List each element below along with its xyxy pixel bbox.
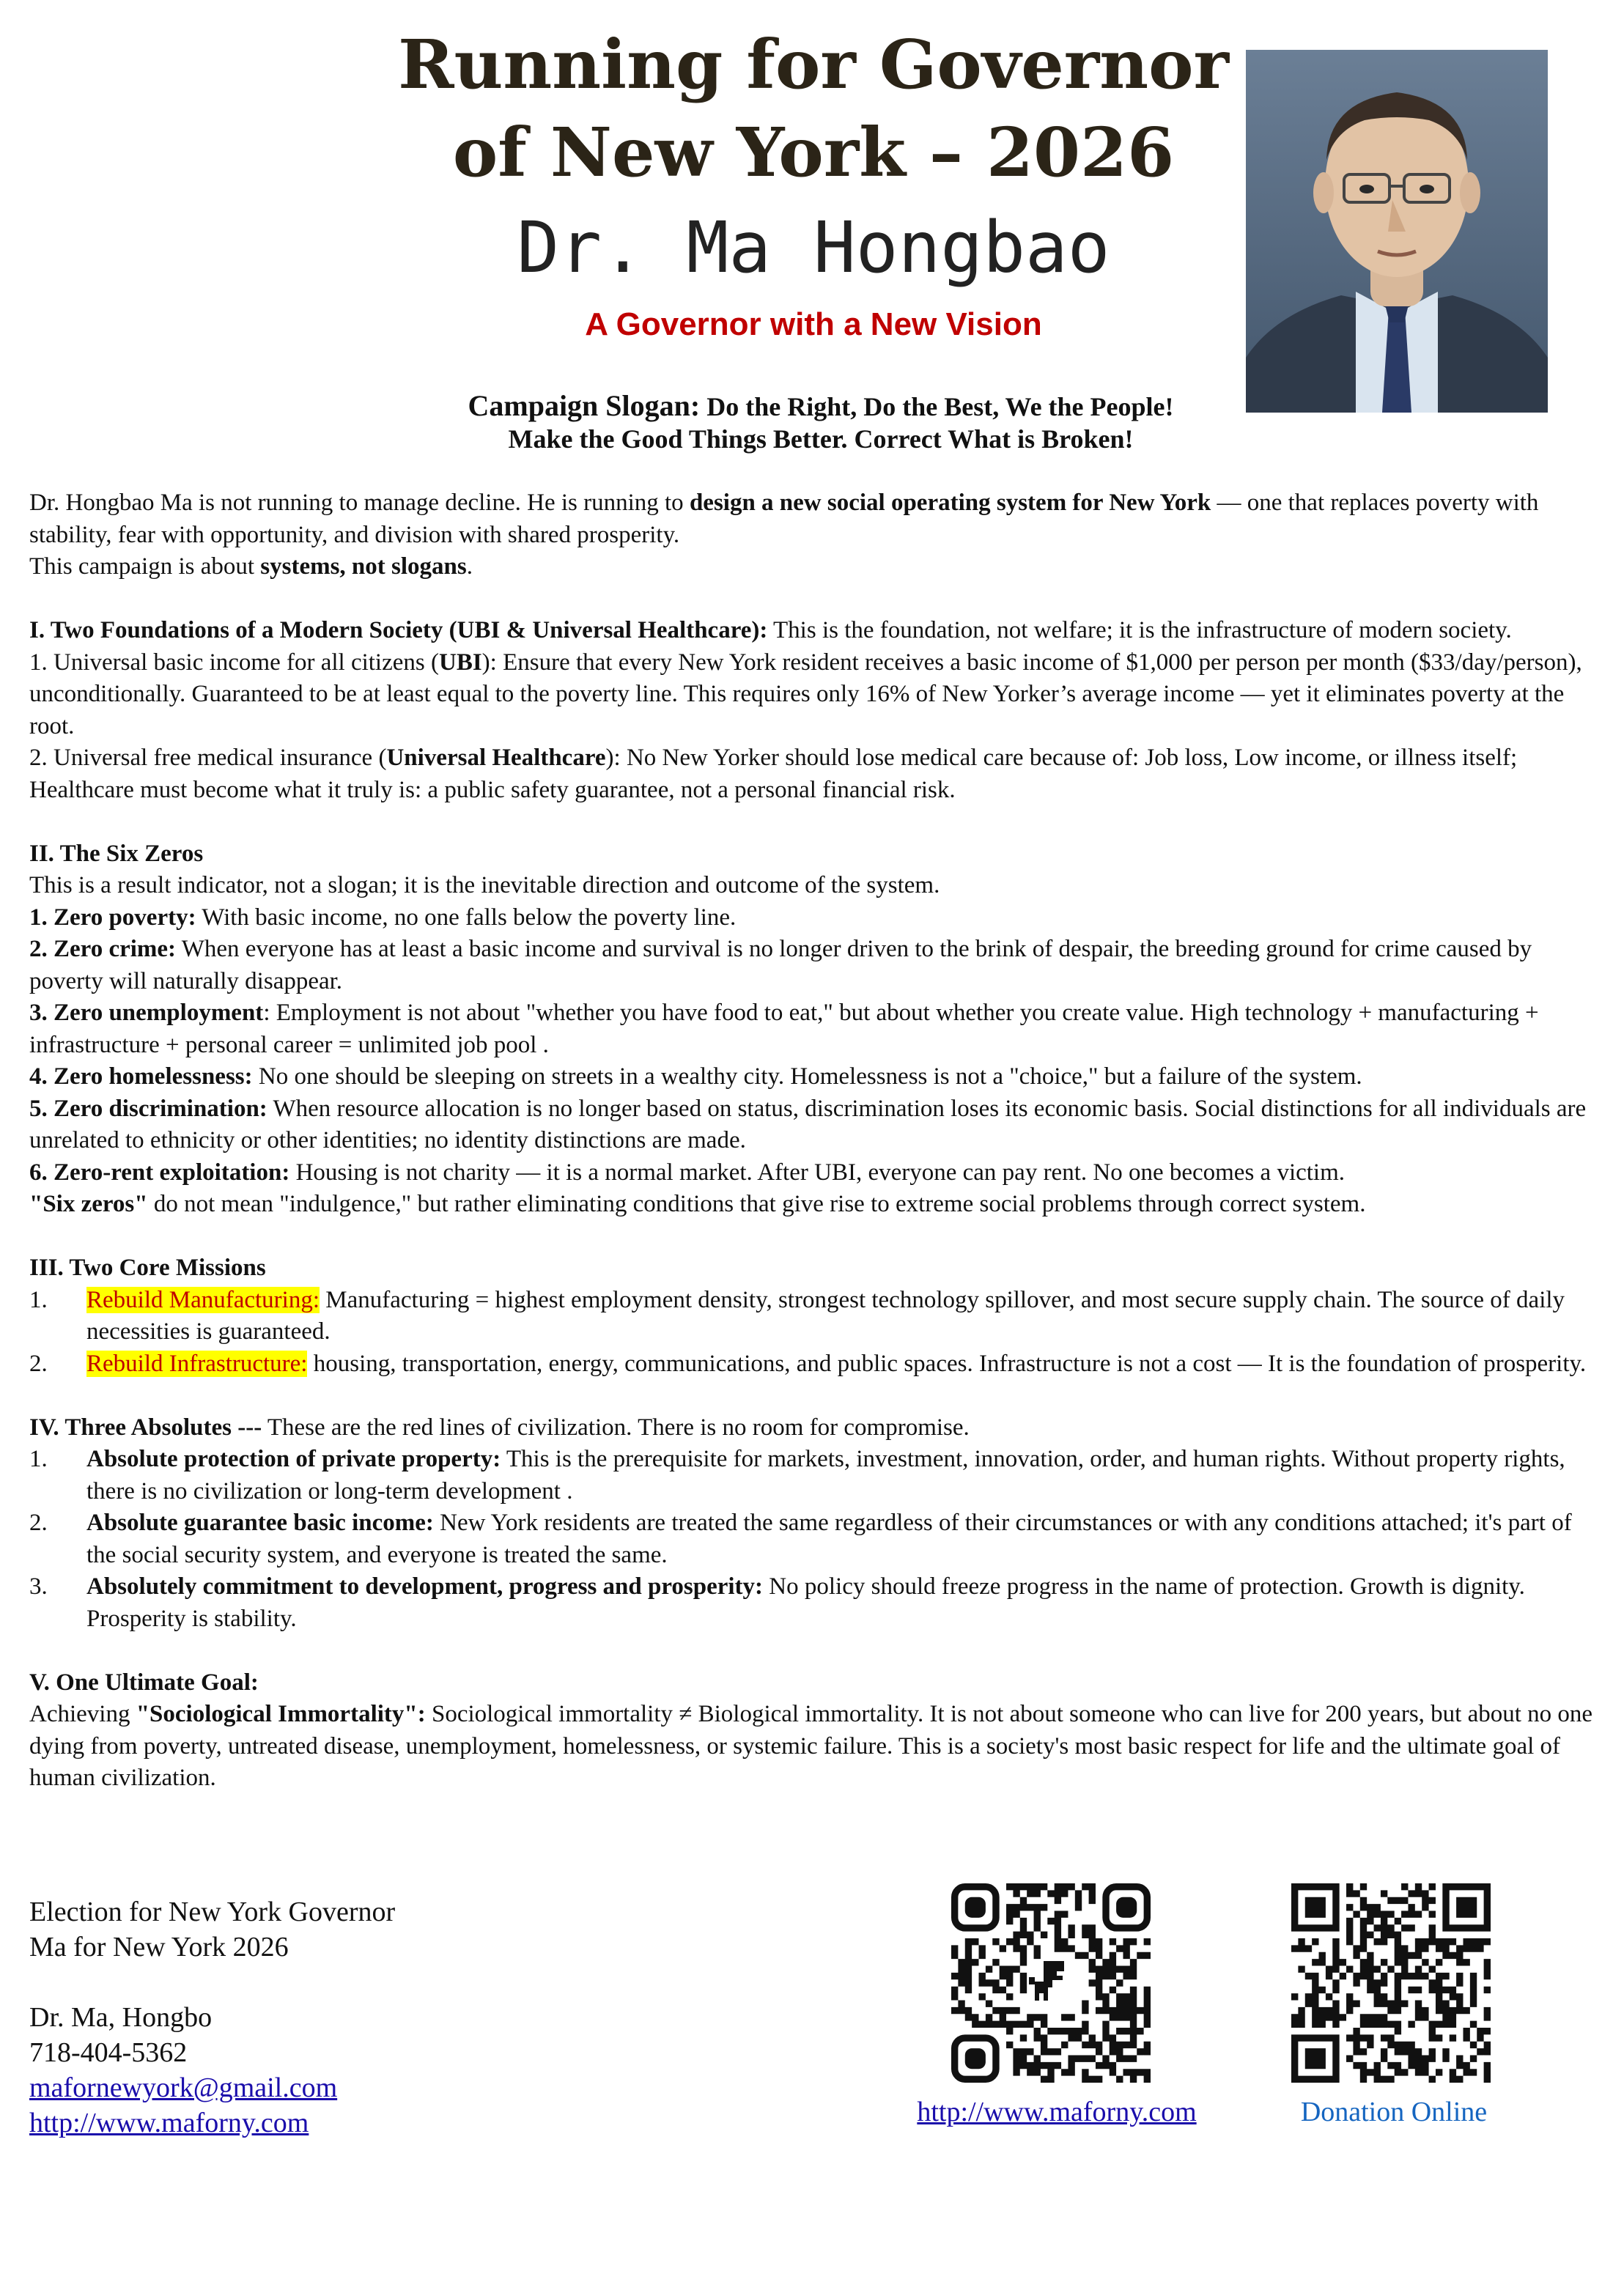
contact-phone: 718-404-5362 xyxy=(29,2037,188,2068)
item-text: housing, transportation, energy, communications, and public spaces. Infrastructure is not a cost — It is the foundation of prosperity. xyxy=(307,1350,1587,1377)
website-qr-code[interactable] xyxy=(951,1883,1151,2083)
item-text: ): No New Yorker should lose medical care because of: Job loss, Low income, or illness itself; Healthcare must become what it truly is: a public safety guarantee, not a personal financial risk. xyxy=(29,745,1518,803)
item-text: New York residents are treated the same regardless of their circumstances or with any conditions attached; it's part of the social security system, and everyone is treated the same. xyxy=(86,1510,1572,1568)
six-zeros-item xyxy=(29,1157,1598,1189)
slogan-text: Do the Right, Do the Best, We the People! xyxy=(700,392,1174,421)
contact-name: Dr. Ma, Hongbo xyxy=(29,2002,213,2033)
website-link[interactable]: http://www.maforny.com xyxy=(29,2108,309,2138)
item-text: This is the prerequisite for markets, investment, innovation, order, and human rights. Without property rights, there is no civilization or long-term development . xyxy=(86,1446,1565,1504)
slogan-line-2: Make the Good Things Better. Correct What is Broken! xyxy=(508,424,1134,454)
paragraph-emphasis: "Sociological Immortality": xyxy=(136,1701,426,1727)
item-text: No policy should freeze progress in the name of protection. Growth is dignity. Prosperity is stability. xyxy=(86,1573,1525,1632)
section-1-item-1 xyxy=(29,647,1598,743)
intro-paragraph xyxy=(29,487,1598,551)
item-label: 1. Zero poverty: xyxy=(29,904,196,931)
six-zeros-item xyxy=(29,1093,1598,1157)
section-heading: V. One Ultimate Goal: xyxy=(29,1669,259,1696)
section-2-heading xyxy=(29,838,1598,871)
donation-qr-code[interactable] xyxy=(1291,1883,1491,2083)
item-text: 2. Universal free medical insurance ( xyxy=(29,745,387,771)
item-text: : Employment is not about "whether you have food to eat," but about whether you create value. High technology + manufacturing + infrastructure + personal career = unlimited job pool . xyxy=(29,1000,1539,1058)
core-mission-item xyxy=(29,1285,1598,1348)
section-5-paragraph xyxy=(29,1699,1598,1795)
item-label: 6. Zero-rent exploitation: xyxy=(29,1159,290,1186)
qr-pattern xyxy=(1291,1883,1491,2083)
title-line-1: Running for Governor xyxy=(398,25,1229,104)
intro-emphasis: design a new social operating system for New York xyxy=(689,490,1211,516)
item-number: 2. xyxy=(29,1350,48,1377)
six-zeros-closing xyxy=(29,1189,1598,1221)
portrait-illustration xyxy=(1246,50,1548,413)
section-1-item-2 xyxy=(29,742,1598,806)
item-number: 2. xyxy=(29,1510,48,1536)
section-2-intro: This is a result indicator, not a slogan; it is the inevitable direction and outcome of the system. xyxy=(29,872,940,898)
item-number: 3. xyxy=(29,1573,48,1600)
item-label: 5. Zero discrimination: xyxy=(29,1095,267,1122)
absolute-item xyxy=(29,1444,1598,1507)
website-qr-caption-link[interactable]: http://www.maforny.com xyxy=(917,2097,1197,2127)
item-label: Absolute protection of private property: xyxy=(86,1446,501,1472)
item-text: 1. Universal basic income for all citizens ( xyxy=(29,649,439,676)
item-text: Housing is not charity — it is a normal market. After UBI, everyone can pay rent. No one becomes a victim. xyxy=(289,1159,1346,1186)
item-emphasis: UBI xyxy=(438,649,482,676)
intro-text: . xyxy=(466,553,473,580)
candidate-name: Dr. Ma Hongbao xyxy=(517,207,1110,289)
paragraph-text: Achieving xyxy=(29,1701,136,1727)
contact-line-1: Election for New York Governor xyxy=(29,1897,396,1927)
section-5-heading xyxy=(29,1667,1598,1699)
item-label: 4. Zero homelessness: xyxy=(29,1063,253,1090)
dino-icon xyxy=(1029,1961,1064,2001)
intro-emphasis: systems, not slogans xyxy=(260,553,467,580)
core-mission-item xyxy=(29,1348,1598,1381)
intro-text: — one that replaces poverty with stability, fear with opportunity, and division with shared prosperity. xyxy=(29,490,1539,548)
highlighted-label: Rebuild Manufacturing: xyxy=(86,1286,320,1313)
item-emphasis: Universal Healthcare xyxy=(386,745,606,771)
section-1-heading xyxy=(29,615,1598,647)
highlighted-label: Rebuild Infrastructure: xyxy=(86,1350,308,1377)
intro-paragraph-2 xyxy=(29,551,1598,583)
title-line-2: of New York – 2026 xyxy=(452,113,1175,192)
item-text: When resource allocation is no longer based on status, discrimination loses its economic basis. Social distinctions for all individuals are unrelated to ethnicity or other identities; no identity distinctions are made. xyxy=(29,1095,1587,1153)
section-heading-rest: This is the foundation, not welfare; it is the infrastructure of modern society. xyxy=(767,617,1512,643)
platform-body xyxy=(29,487,1598,1795)
email-link[interactable]: mafornewyork@gmail.com xyxy=(29,2072,338,2103)
section-heading: III. Two Core Missions xyxy=(29,1255,266,1281)
item-label: 2. Zero crime: xyxy=(29,936,177,962)
section-heading-rest: These are the red lines of civilization. There is no room for compromise. xyxy=(262,1414,970,1441)
item-text: With basic income, no one falls below the poverty line. xyxy=(196,904,737,931)
item-text: No one should be sleeping on streets in a wealthy city. Homelessness is not a "choice," but a failure of the system. xyxy=(252,1063,1362,1090)
closing-text: do not mean "indulgence," but rather eliminating conditions that give rise to extreme social problems through correct system. xyxy=(147,1191,1366,1217)
item-text: Manufacturing = highest employment density, strongest technology spillover, and most secure supply chain. The source of daily necessities is guaranteed. xyxy=(86,1286,1565,1345)
six-zeros-item xyxy=(29,1061,1598,1093)
section-3-heading xyxy=(29,1252,1598,1285)
item-text: When everyone has at least a basic income and survival is no longer driven to the brink of despair, the breeding ground for crime caused by poverty will naturally disappear. xyxy=(29,936,1532,994)
tagline: A Governor with a New Vision xyxy=(585,306,1042,342)
six-zeros-item xyxy=(29,997,1598,1061)
intro-text: This campaign is about xyxy=(29,553,261,580)
closing-label: "Six zeros" xyxy=(29,1191,148,1217)
campaign-slogan xyxy=(147,388,1495,423)
item-number: 1. xyxy=(29,1286,48,1313)
section-heading: I. Two Foundations of a Modern Society (UBI & Universal Healthcare): xyxy=(29,617,768,643)
absolute-item xyxy=(29,1571,1598,1635)
six-zeros-item xyxy=(29,934,1598,997)
intro-text: Dr. Hongbao Ma is not running to manage decline. He is running to xyxy=(29,490,690,516)
paragraph-text: Sociological immortality ≠ Biological immortality. It is not about someone who can live for 200 years, but about no one dying from poverty, untreated disease, unemployment, homelessness, or systemic failure. This is a society's most basic respect for life and the ultimate goal of human civilization. xyxy=(29,1701,1593,1791)
six-zeros-item xyxy=(29,902,1598,934)
item-label: Absolute guarantee basic income: xyxy=(86,1510,434,1536)
section-4-heading xyxy=(29,1412,1598,1444)
slogan-label: Campaign Slogan: xyxy=(468,389,701,422)
candidate-portrait xyxy=(1246,50,1548,413)
contact-block xyxy=(29,1894,395,2141)
section-heading: II. The Six Zeros xyxy=(29,840,204,867)
donation-online-caption[interactable]: Donation Online xyxy=(1300,2097,1488,2127)
item-label: 3. Zero unemployment xyxy=(29,1000,264,1026)
contact-line-2: Ma for New York 2026 xyxy=(29,1932,289,1962)
absolute-item xyxy=(29,1507,1598,1571)
item-number: 1. xyxy=(29,1446,48,1472)
section-heading: IV. Three Absolutes --- xyxy=(29,1414,262,1441)
qr-pattern xyxy=(951,1883,1151,2083)
item-label: Absolutely commitment to development, progress and prosperity: xyxy=(86,1573,764,1600)
item-text: ): Ensure that every New York resident receives a basic income of $1,000 per person per month ($33/day/person), unconditionally. Guaranteed to be at least equal to the poverty line. This requires only 16% of New Yorker’s average income — yet it eliminates poverty at the root. xyxy=(29,649,1582,739)
